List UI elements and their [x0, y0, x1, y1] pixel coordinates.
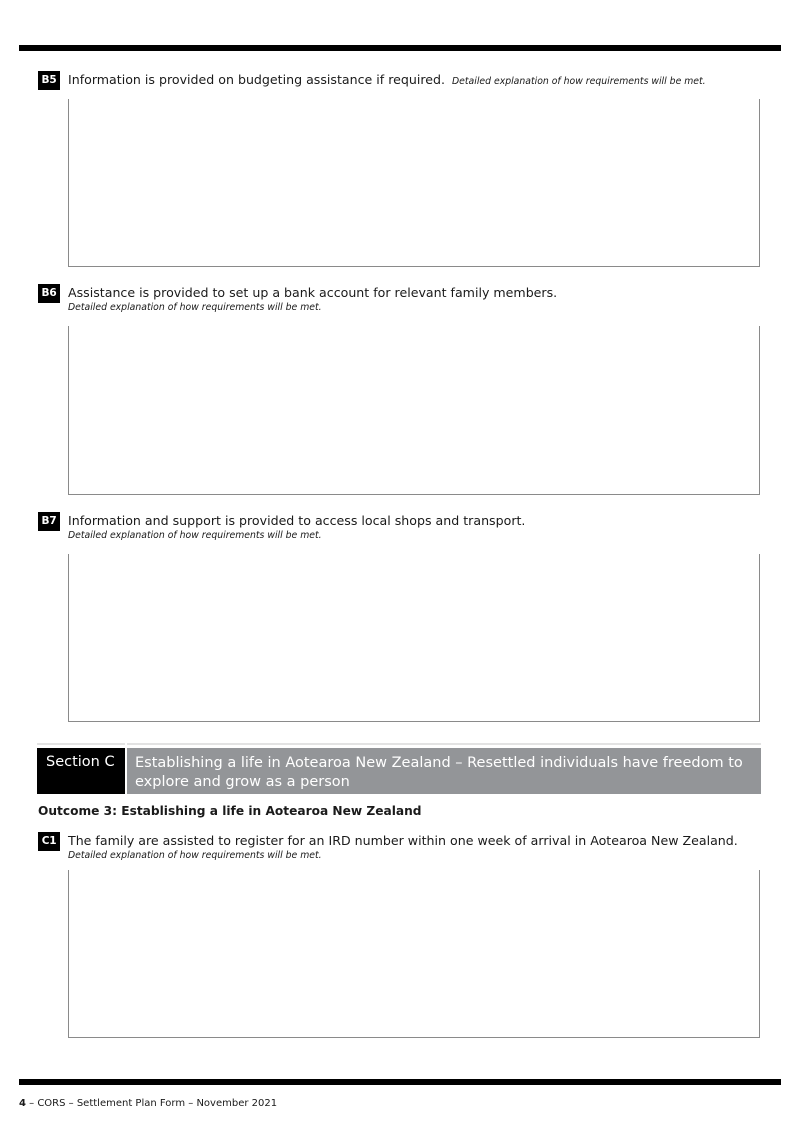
- outcome-heading: Outcome 3: Establishing a life in Aotearoa New Zealand: [38, 804, 422, 818]
- answer-box-b7[interactable]: [68, 554, 760, 722]
- item-badge: C1: [38, 832, 60, 851]
- section-header: [37, 743, 761, 793]
- question-label: Information is provided on budgeting assistance if required.: [68, 72, 445, 87]
- section-title: Establishing a life in Aotearoa New Zealand – Resettled individuals have freedom to explore and grow as a person: [127, 748, 761, 794]
- item-badge: B5: [38, 71, 60, 90]
- page-number: 4: [19, 1098, 26, 1109]
- question-text: The family are assisted to register for an IRD number within one week of arrival in Aotearoa New Zealand.: [68, 833, 738, 848]
- hint-text: Detailed explanation of how requirements will be met.: [68, 850, 322, 861]
- item-badge: B6: [38, 284, 60, 303]
- item-badge: B7: [38, 512, 60, 531]
- footer-text: – CORS – Settlement Plan Form – November 2021: [25, 1098, 278, 1109]
- hint-text: Detailed explanation of how requirements will be met.: [68, 530, 322, 541]
- page-footer: [19, 1098, 277, 1109]
- hint-text: Detailed explanation of how requirements will be met.: [68, 302, 322, 313]
- section-label: Section C: [37, 748, 125, 794]
- bottom-rule: [19, 1079, 781, 1085]
- section-title-container: [127, 743, 761, 793]
- answer-box-b5[interactable]: [68, 99, 760, 267]
- answer-box-b6[interactable]: [68, 326, 760, 495]
- question-text: [68, 72, 706, 90]
- question-text: Information and support is provided to access local shops and transport.: [68, 513, 526, 528]
- top-rule: [19, 45, 781, 51]
- hint-text: Detailed explanation of how requirements will be met.: [452, 76, 706, 87]
- section-label-container: [37, 743, 125, 793]
- question-text: Assistance is provided to set up a bank account for relevant family members.: [68, 285, 558, 300]
- answer-box-c1[interactable]: [68, 870, 760, 1038]
